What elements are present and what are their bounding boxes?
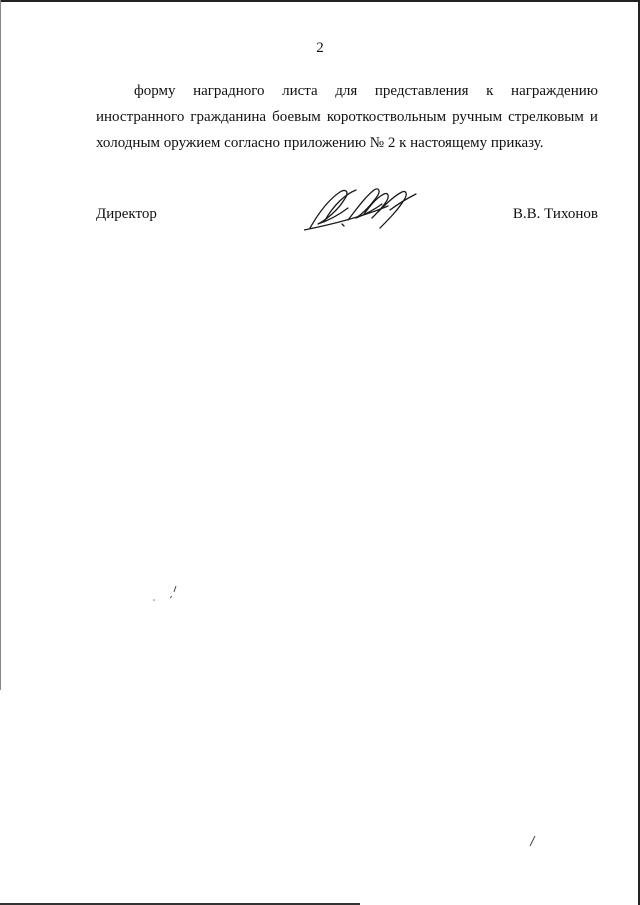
word: награждению [511, 83, 598, 99]
word: короткоствольным [326, 109, 447, 125]
word: наградного [193, 83, 265, 99]
word: ручным [452, 109, 503, 125]
word: форму [134, 83, 176, 99]
word: стрелковым [508, 109, 584, 125]
handwritten-signature-icon [304, 184, 424, 234]
scan-speck-icon [150, 584, 184, 606]
paragraph-line-3: холодным оружием согласно приложению № 2 к настоящему приказу. [96, 135, 544, 151]
word: боевым [272, 109, 321, 125]
word: и [589, 109, 598, 125]
paragraph-line-2 [96, 104, 598, 130]
word: гражданина [190, 109, 267, 125]
word: иностранного [96, 109, 185, 125]
word: представления [374, 83, 469, 99]
scan-edge-top [0, 0, 640, 2]
body-paragraph [96, 78, 598, 156]
word: для [335, 83, 358, 99]
scan-speck-icon [526, 834, 538, 848]
word: листа [282, 83, 318, 99]
page-number: 2 [316, 40, 324, 56]
paragraph-line-1 [96, 78, 598, 104]
word: к [486, 83, 494, 99]
signatory-position: Директор [96, 206, 157, 222]
signatory-name: В.В. Тихонов [512, 206, 598, 222]
scan-edge-left [0, 0, 1, 690]
